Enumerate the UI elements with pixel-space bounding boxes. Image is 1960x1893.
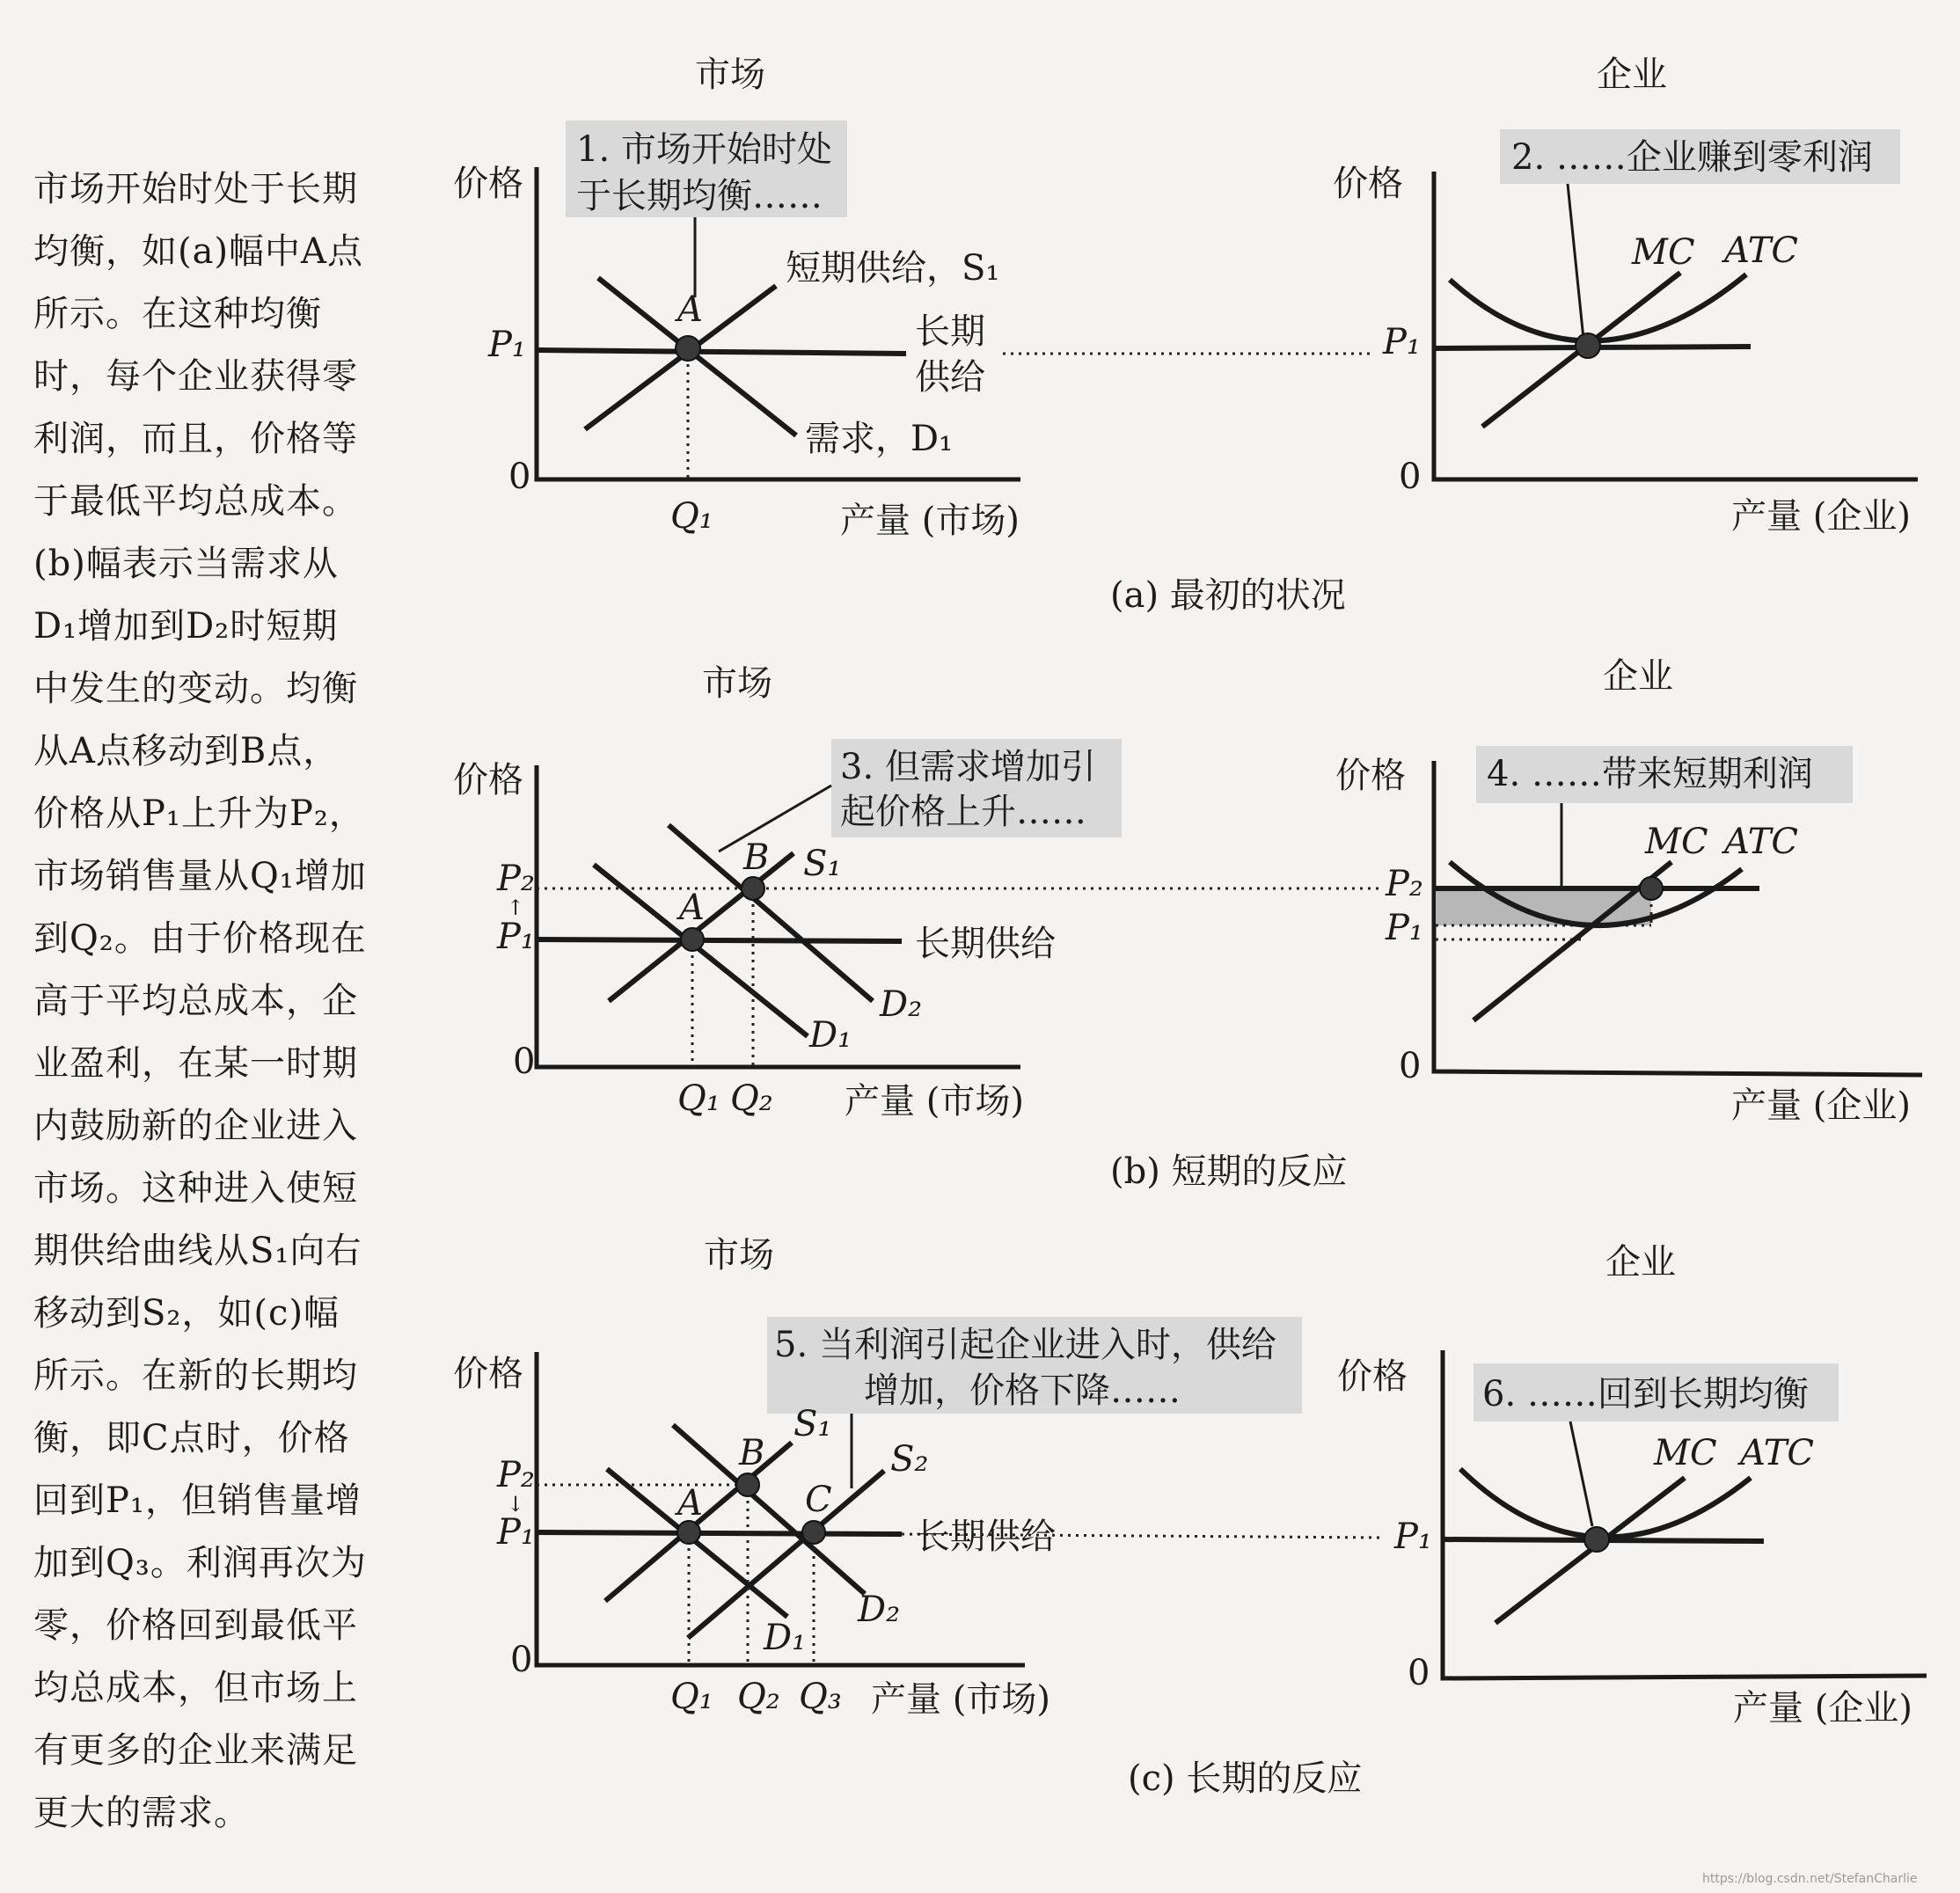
panel-b-firm-y-label: 价格 xyxy=(1335,756,1406,796)
panel-a-label-long-run-1: 长期 xyxy=(915,311,985,352)
panel-b xyxy=(453,656,1922,1192)
panel-a xyxy=(453,55,1918,616)
panel-a-note2-text: 2. ……企业赚到零利润 xyxy=(1511,137,1873,178)
panel-c-label-q2: Q₂ xyxy=(737,1677,780,1717)
panel-a-market-title: 市场 xyxy=(695,55,765,95)
panel-c-label-d2: D₂ xyxy=(858,1590,901,1630)
panel-c-point-c xyxy=(802,1521,825,1544)
panel-c-long-run-supply-line xyxy=(537,1532,902,1534)
panel-a-label-long-run-2: 供给 xyxy=(915,357,985,398)
panel-c-firm-point xyxy=(1584,1527,1609,1552)
panel-c-firm-atc-curve xyxy=(1460,1469,1751,1538)
panel-b-note3-leader xyxy=(719,786,831,851)
panel-a-label-a: A xyxy=(677,289,703,330)
panel-c-label-s1: S₁ xyxy=(794,1404,832,1444)
panel-b-note3-line1: 3. 但需求增加引 xyxy=(840,747,1096,787)
panel-b-label-long-run: 长期供给 xyxy=(915,924,1056,964)
panel-c-firm-label-p1: P₁ xyxy=(1394,1517,1432,1557)
watermark: https://blog.csdn.net/StefanCharlie xyxy=(1702,1872,1918,1886)
panel-b-firm-point xyxy=(1640,877,1663,900)
panel-a-firm-label-atc: ATC xyxy=(1724,230,1798,271)
panel-c-note5-line2: 增加，价格下降…… xyxy=(864,1370,1181,1411)
panel-c-label-a: A xyxy=(677,1483,703,1524)
panel-c-label-d1: D₁ xyxy=(764,1618,807,1658)
panel-c-market-zero: 0 xyxy=(510,1640,533,1680)
panel-a-firm-label-mc: MC xyxy=(1632,232,1695,273)
panel-c-label-q3: Q₃ xyxy=(799,1677,842,1717)
panel-a-market-x-label: 产量 (市场) xyxy=(840,501,1020,541)
panel-b-point-b xyxy=(742,877,764,900)
panel-b-label-q2: Q₂ xyxy=(730,1078,773,1119)
panel-c-note5-line1: 5. 当利润引起企业进入时，供给 xyxy=(774,1325,1276,1365)
panel-b-label-d2: D₂ xyxy=(880,984,923,1025)
panel-a-label-demand: 需求，D₁ xyxy=(805,419,954,459)
panel-b-market-title: 市场 xyxy=(702,663,772,704)
panel-b-label-b: B xyxy=(743,837,770,878)
panel-c-label-q1: Q₁ xyxy=(670,1677,713,1717)
panel-a-firm-zero: 0 xyxy=(1399,457,1422,497)
panel-a-firm-atc-curve xyxy=(1450,274,1746,341)
panel-a-note2-leader xyxy=(1568,184,1583,339)
panel-a-firm-title: 企业 xyxy=(1597,55,1667,95)
side-explanation-text: 市场开始时处于长期均衡，如(a)幅中A点所示。在这种均衡时，每个企业获得零利润，而且，价格等于最低平均总成本。(b)幅表示当需求从D₁增加到D₂时短期中发生的变动。均衡从A点移动到B点，价格从P₁上升为P₂，市场销售量从Q₁增加到Q₂。由于价格现在高于平均总成本，企业盈利，在某一时期内鼓励新的企业进入市场。这种进入使短期供给曲线从S₁向右移动到S₂，如(c)幅所示。在新的长期均衡，即C点时，价格回到P₁，但销售量增加到Q₃。利润再次为零，价格回到最低平均总成本，但市场上有更多的企业来满足更大的需求。 xyxy=(33,169,367,1833)
panel-c-firm-zero: 0 xyxy=(1408,1653,1430,1693)
panel-c-firm-title: 企业 xyxy=(1605,1242,1676,1283)
panel-b-firm-label-mc: MC xyxy=(1645,822,1708,862)
panel-c-point-b xyxy=(736,1473,759,1496)
panel-b-market-x-label: 产量 (市场) xyxy=(845,1081,1024,1122)
panel-c xyxy=(453,1235,1927,1799)
panel-b-label-d1: D₁ xyxy=(809,1015,852,1056)
panel-b-arrow-up: ↑ xyxy=(507,895,525,920)
panel-a-caption: (a) 最初的状况 xyxy=(1110,575,1346,616)
panel-c-note6-text: 6. ……回到长期均衡 xyxy=(1482,1374,1809,1414)
panel-b-firm-label-p1: P₁ xyxy=(1386,908,1423,948)
panel-b-long-run-supply-line xyxy=(537,939,902,941)
panel-a-point-a xyxy=(676,336,700,361)
panel-c-label-p2: P₂ xyxy=(497,1455,535,1495)
panel-b-note4-text: 4. ……带来短期利润 xyxy=(1487,754,1813,794)
panel-c-label-c: C xyxy=(805,1480,832,1520)
panel-b-label-q1: Q₁ xyxy=(677,1078,720,1119)
panel-c-label-long-run: 长期供给 xyxy=(915,1517,1056,1557)
panel-c-point-a xyxy=(677,1521,700,1544)
panel-c-market-x-label: 产量 (市场) xyxy=(871,1679,1050,1720)
panel-a-firm-y-label: 价格 xyxy=(1333,164,1403,204)
panel-c-arrow-down: ↓ xyxy=(507,1492,525,1517)
panel-b-market-y-label: 价格 xyxy=(453,760,523,800)
panel-c-caption: (c) 长期的反应 xyxy=(1128,1758,1363,1799)
panel-c-firm-label-atc: ATC xyxy=(1740,1433,1814,1473)
panel-b-note3-line2: 起价格上升…… xyxy=(840,792,1086,832)
panel-c-firm-y-label: 价格 xyxy=(1337,1356,1408,1397)
panel-a-label-short-run-supply: 短期供给，S₁ xyxy=(786,248,1000,289)
panel-b-label-a: A xyxy=(679,888,705,928)
panel-b-point-a xyxy=(681,928,704,951)
panel-c-note6-leader xyxy=(1570,1422,1592,1526)
panel-c-label-b: B xyxy=(739,1433,765,1473)
panel-a-market-zero: 0 xyxy=(508,457,531,497)
panel-b-caption: (b) 短期的反应 xyxy=(1110,1151,1348,1192)
panel-b-label-p2: P₂ xyxy=(497,859,535,899)
panel-b-firm-label-p2: P₂ xyxy=(1386,864,1423,904)
panel-c-firm-x-label: 产量 (企业) xyxy=(1733,1688,1912,1729)
panel-a-firm-axes xyxy=(1434,172,1918,479)
panel-a-long-run-supply-line xyxy=(537,350,906,354)
panel-c-firm-label-mc: MC xyxy=(1654,1433,1717,1473)
panel-b-firm-title: 企业 xyxy=(1603,656,1673,697)
panel-a-firm-label-p1: P₁ xyxy=(1383,322,1421,362)
panel-a-firm-x-label: 产量 (企业) xyxy=(1731,496,1911,537)
panel-a-note1-line1: 1. 市场开始时处 xyxy=(576,129,832,170)
panel-b-firm-x-label: 产量 (企业) xyxy=(1731,1085,1911,1126)
panel-a-label-p1: P₁ xyxy=(488,325,526,365)
panel-c-market-y-label: 价格 xyxy=(453,1354,523,1394)
panel-b-label-s1: S₁ xyxy=(803,844,842,884)
panel-b-firm-zero: 0 xyxy=(1399,1046,1422,1086)
panel-a-firm-point xyxy=(1576,333,1600,358)
panel-a-note1-line2: 于长期均衡…… xyxy=(576,176,823,216)
panel-c-market-title: 市场 xyxy=(704,1235,774,1275)
panel-b-market-zero: 0 xyxy=(513,1042,536,1082)
panel-b-firm-label-atc: ATC xyxy=(1724,822,1798,862)
panel-c-label-p1: P₁ xyxy=(497,1512,535,1553)
panel-b-label-p1: P₁ xyxy=(497,917,535,957)
panel-a-market-y-label: 价格 xyxy=(453,164,523,204)
panel-c-label-s2: S₂ xyxy=(890,1439,929,1480)
panel-a-label-q1: Q₁ xyxy=(670,496,713,537)
